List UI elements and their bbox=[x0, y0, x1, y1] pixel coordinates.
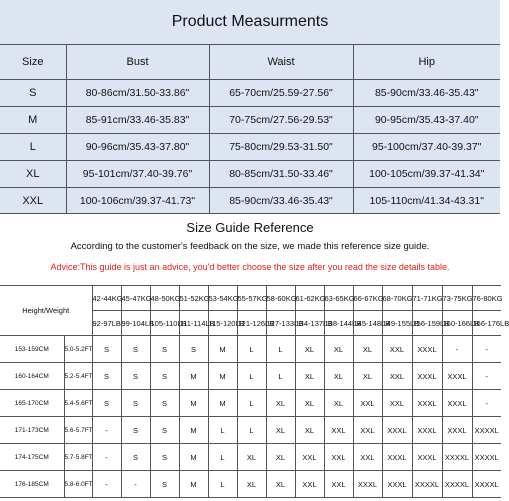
recommended-size-cell: XL bbox=[237, 471, 266, 498]
header-bust: Bust bbox=[66, 45, 209, 80]
height-ft-cell: 5.0-5.2FT bbox=[64, 336, 92, 363]
recommended-size-cell: XXXXL bbox=[412, 471, 442, 498]
recommended-size-cell: XL bbox=[237, 444, 266, 471]
recommended-size-cell: XL bbox=[295, 363, 324, 390]
recommended-size-cell: XXXXL bbox=[472, 417, 501, 444]
size-cell: S bbox=[0, 80, 66, 107]
recommended-size-cell: XXXL bbox=[353, 471, 382, 498]
size-guide-title: Size Guide Reference bbox=[186, 220, 314, 235]
recommended-size-cell: XXXXL bbox=[472, 444, 501, 471]
recommended-size-cell: XL bbox=[266, 444, 295, 471]
recommended-size-cell: M bbox=[179, 471, 208, 498]
weight-lb-cell: 156-159LB bbox=[412, 311, 442, 336]
recommended-size-cell: S bbox=[150, 471, 179, 498]
recommended-size-cell: XXL bbox=[295, 471, 324, 498]
height-cm-cell: 171-173CM bbox=[0, 417, 64, 444]
recommended-size-cell: M bbox=[179, 444, 208, 471]
waist-cell: 65-70cm/25.59-27.56" bbox=[209, 80, 353, 107]
height-ft-cell: 5.2-5.4FT bbox=[64, 363, 92, 390]
measurements-row bbox=[0, 107, 500, 134]
recommended-size-cell: S bbox=[121, 390, 150, 417]
recommended-size-cell: XL bbox=[324, 336, 353, 363]
height-cm-cell: 153-159CM bbox=[0, 336, 64, 363]
size-guide-note: According to the customer's feedback on the size, we made this reference size guide. bbox=[70, 241, 430, 252]
height-cm-cell: 176-185CM bbox=[0, 471, 64, 498]
weight-lb-cell: 111-114LB bbox=[179, 311, 208, 336]
weight-lb-cell: 127-133LB bbox=[266, 311, 295, 336]
recommended-size-cell: L bbox=[237, 336, 266, 363]
recommended-size-cell: XXXL bbox=[412, 444, 442, 471]
recommended-size-cell: XXL bbox=[353, 444, 382, 471]
recommended-size-cell: S bbox=[92, 363, 121, 390]
recommended-size-cell: - bbox=[472, 390, 501, 417]
recommended-size-cell: M bbox=[179, 417, 208, 444]
recommended-size-cell: S bbox=[150, 363, 179, 390]
recommended-size-cell: S bbox=[150, 444, 179, 471]
recommended-size-cell: XXL bbox=[382, 363, 412, 390]
bust-cell: 80-86cm/31.50-33.86" bbox=[66, 80, 209, 107]
recommended-size-cell: XXXL bbox=[382, 471, 412, 498]
recommended-size-cell: XXL bbox=[353, 390, 382, 417]
recommended-size-cell: S bbox=[150, 417, 179, 444]
recommended-size-cell: S bbox=[150, 336, 179, 363]
recommended-size-cell: XXXXL bbox=[442, 444, 472, 471]
recommended-size-cell: - bbox=[442, 336, 472, 363]
recommended-size-cell: L bbox=[208, 417, 237, 444]
size-cell: M bbox=[0, 107, 66, 134]
weight-lb-cell: 105-110LB bbox=[150, 311, 179, 336]
header-waist: Waist bbox=[209, 45, 353, 80]
weight-kg-cell: 42-44KG bbox=[92, 286, 121, 311]
recommended-size-cell: XXXL bbox=[412, 363, 442, 390]
recommended-size-cell: L bbox=[266, 336, 295, 363]
recommended-size-cell: S bbox=[121, 336, 150, 363]
recommended-size-cell: L bbox=[266, 363, 295, 390]
weight-kg-cell: 63-65KG bbox=[324, 286, 353, 311]
bust-cell: 90-96cm/35.43-37.80" bbox=[66, 134, 209, 161]
weight-lb-cell: 149-155LB bbox=[382, 311, 412, 336]
weight-lb-cell: 121-126LB bbox=[237, 311, 266, 336]
weight-kg-row bbox=[0, 286, 501, 311]
recommended-size-cell: M bbox=[179, 363, 208, 390]
measurements-row bbox=[0, 80, 500, 107]
size-cell: L bbox=[0, 134, 66, 161]
hip-cell: 85-90cm/33.46-35.43" bbox=[353, 80, 500, 107]
measurements-header-row bbox=[0, 45, 500, 80]
height-ft-cell: 5.6-5.7FT bbox=[64, 417, 92, 444]
recommended-size-cell: - bbox=[121, 471, 150, 498]
recommended-size-cell: S bbox=[92, 336, 121, 363]
measurements-table bbox=[0, 45, 500, 215]
recommended-size-cell: XXXL bbox=[412, 417, 442, 444]
weight-lb-cell: 145-148LB bbox=[353, 311, 382, 336]
weight-kg-cell: 48-50KG bbox=[150, 286, 179, 311]
measurements-row bbox=[0, 161, 500, 188]
measurements-title: Product Measurments bbox=[0, 0, 500, 45]
recommended-size-cell: - bbox=[472, 363, 501, 390]
recommended-size-cell: - bbox=[472, 336, 501, 363]
height-cm-cell: 160-164CM bbox=[0, 363, 64, 390]
recommended-size-cell: XXXL bbox=[412, 336, 442, 363]
recommended-size-cell: XL bbox=[324, 390, 353, 417]
recommended-size-cell: S bbox=[121, 417, 150, 444]
weight-kg-cell: 55-57KG bbox=[237, 286, 266, 311]
weight-kg-cell: 73-75KG bbox=[442, 286, 472, 311]
weight-kg-cell: 71-71KG bbox=[412, 286, 442, 311]
recommended-size-cell: XL bbox=[324, 363, 353, 390]
recommended-size-cell: S bbox=[121, 363, 150, 390]
recommended-size-cell: XL bbox=[266, 417, 295, 444]
size-cell: XL bbox=[0, 161, 66, 188]
weight-lb-cell: 138-144LB bbox=[324, 311, 353, 336]
measurements-row bbox=[0, 188, 500, 215]
recommended-size-cell: L bbox=[208, 444, 237, 471]
advice-text: This guide is just an advice, you'd better choose the size after you read the size details table. bbox=[80, 262, 450, 272]
height-cm-cell: 165-170CM bbox=[0, 390, 64, 417]
recommended-size-cell: XXXXL bbox=[472, 471, 501, 498]
recommended-size-cell: XL bbox=[295, 417, 324, 444]
recommended-size-cell: XXXL bbox=[382, 417, 412, 444]
recommended-size-cell: L bbox=[208, 471, 237, 498]
weight-kg-cell: 58-60KG bbox=[266, 286, 295, 311]
weight-kg-cell: 61-62KG bbox=[295, 286, 324, 311]
recommended-size-cell: L bbox=[237, 363, 266, 390]
weight-kg-cell: 53-54KG bbox=[208, 286, 237, 311]
weight-kg-cell: 45-47KG bbox=[121, 286, 150, 311]
recommended-size-cell: L bbox=[237, 390, 266, 417]
height-cm-cell: 174-175CM bbox=[0, 444, 64, 471]
weight-kg-cell: 51-52KG bbox=[179, 286, 208, 311]
recommended-size-cell: XL bbox=[266, 390, 295, 417]
weight-lb-cell: 134-137LB bbox=[295, 311, 324, 336]
recommended-size-cell: XXL bbox=[324, 444, 353, 471]
recommended-size-cell: XXXL bbox=[442, 363, 472, 390]
bust-cell: 85-91cm/33.46-35.83" bbox=[66, 107, 209, 134]
recommended-size-cell: - bbox=[92, 417, 121, 444]
waist-cell: 70-75cm/27.56-29.53" bbox=[209, 107, 353, 134]
height-ft-cell: 5.4-5.6FT bbox=[64, 390, 92, 417]
recommended-size-cell: M bbox=[179, 390, 208, 417]
waist-cell: 75-80cm/29.53-31.50" bbox=[209, 134, 353, 161]
hip-cell: 90-95cm/35.43-37.40" bbox=[353, 107, 500, 134]
recommended-size-cell: XXXXL bbox=[442, 471, 472, 498]
height-weight-header: Height/Weight bbox=[0, 286, 92, 336]
recommended-size-cell: S bbox=[92, 390, 121, 417]
weight-kg-cell: 66-67KG bbox=[353, 286, 382, 311]
recommended-size-cell: XL bbox=[295, 336, 324, 363]
header-hip: Hip bbox=[353, 45, 500, 80]
recommended-size-cell: XXL bbox=[382, 336, 412, 363]
weight-kg-cell: 68-70KG bbox=[382, 286, 412, 311]
recommended-size-cell: S bbox=[121, 444, 150, 471]
recommended-size-cell: XXL bbox=[324, 471, 353, 498]
measurements-row bbox=[0, 134, 500, 161]
advice-label: Advice: bbox=[50, 262, 81, 272]
recommended-size-cell: M bbox=[208, 363, 237, 390]
bust-cell: 95-101cm/37.40-39.76" bbox=[66, 161, 209, 188]
weight-lb-cell: 92-97LB bbox=[92, 311, 121, 336]
hip-cell: 105-110cm/41.34-43.31" bbox=[353, 188, 500, 215]
height-row bbox=[0, 444, 501, 471]
recommended-size-cell: XXL bbox=[324, 417, 353, 444]
size-cell: XXL bbox=[0, 188, 66, 215]
weight-lb-cell: 99-104LB bbox=[121, 311, 150, 336]
weight-lb-cell: 160-166LB bbox=[442, 311, 472, 336]
recommended-size-cell: XXL bbox=[353, 417, 382, 444]
hip-cell: 95-100cm/37.40-39.37" bbox=[353, 134, 500, 161]
recommended-size-cell: S bbox=[179, 336, 208, 363]
recommended-size-cell: XXXL bbox=[382, 444, 412, 471]
height-ft-cell: 5.7-5.8FT bbox=[64, 444, 92, 471]
recommended-size-cell: XXXL bbox=[442, 417, 472, 444]
recommended-size-cell: S bbox=[150, 390, 179, 417]
header-size: Size bbox=[0, 45, 66, 80]
hip-cell: 100-105cm/39.37-41.34" bbox=[353, 161, 500, 188]
height-row bbox=[0, 471, 501, 498]
recommended-size-cell: XL bbox=[295, 390, 324, 417]
recommended-size-cell: M bbox=[208, 336, 237, 363]
height-row bbox=[0, 336, 501, 363]
recommended-size-cell: XXL bbox=[295, 444, 324, 471]
waist-cell: 80-85cm/31.50-33.46" bbox=[209, 161, 353, 188]
weight-lb-cell: 115-120LB bbox=[208, 311, 237, 336]
weight-kg-cell: 76-80KG bbox=[472, 286, 501, 311]
recommended-size-cell: XXXL bbox=[442, 390, 472, 417]
weight-lb-cell: 166-176LB bbox=[472, 311, 501, 336]
recommended-size-cell: XXL bbox=[382, 390, 412, 417]
height-row bbox=[0, 417, 501, 444]
recommended-size-cell: M bbox=[208, 390, 237, 417]
recommended-size-cell: XL bbox=[353, 336, 382, 363]
recommended-size-cell: XXXL bbox=[412, 390, 442, 417]
bust-cell: 100-106cm/39.37-41.73" bbox=[66, 188, 209, 215]
size-guide-panel bbox=[0, 213, 509, 501]
waist-cell: 85-90cm/33.46-35.43" bbox=[209, 188, 353, 215]
recommended-size-cell: XL bbox=[266, 471, 295, 498]
size-guide-advice bbox=[0, 262, 500, 272]
measurements-panel bbox=[0, 0, 500, 213]
recommended-size-cell: L bbox=[237, 417, 266, 444]
size-guide-table bbox=[0, 285, 509, 498]
recommended-size-cell: - bbox=[92, 471, 121, 498]
height-ft-cell: 5.8-6.0FT bbox=[64, 471, 92, 498]
recommended-size-cell: XL bbox=[353, 363, 382, 390]
height-row bbox=[0, 390, 501, 417]
recommended-size-cell: - bbox=[92, 444, 121, 471]
height-row bbox=[0, 363, 501, 390]
